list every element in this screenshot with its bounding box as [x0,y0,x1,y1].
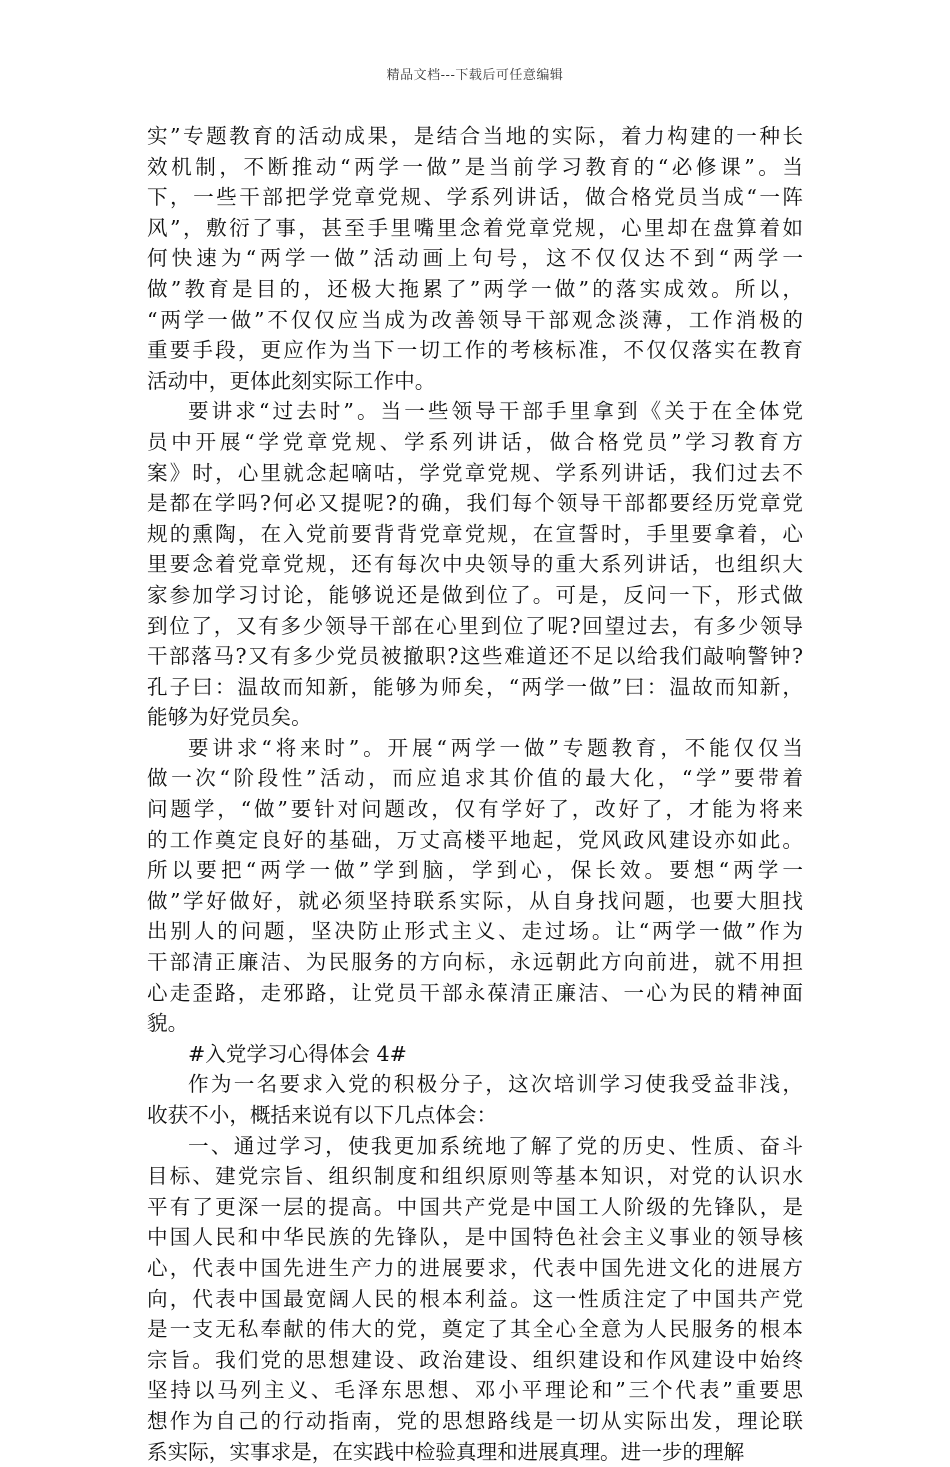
paragraph-line: 里要念着党章党规，还有每次中央领导的重大系列讲话，也组织大 [147,552,803,577]
paragraph-line: 出别人的问题，坚决防止形式主义、走过场。让“两学一做”作为 [147,919,803,944]
paragraph-line: 做一次“阶段性”活动，而应追求其价值的最大化，“学”要带着 [147,766,803,791]
paragraph-line: 做”教育是目的，还极大拖累了”两学一做”的落实成效。所以， [147,276,803,301]
paragraph-line: 心，代表中国先进生产力的进展要求，代表中国先进文化的进展方 [147,1255,803,1280]
document-body [147,121,803,1467]
paragraph-line: 家参加学习讨论，能够说还是做到位了。可是，反问一下，形式做 [147,582,803,607]
paragraph-line: 做”学好做好，就必须坚持联系实际，从自身找问题，也要大胆找 [147,888,803,913]
paragraph-line: 要讲求“将来时”。开展“两学一做”专题教育，不能仅仅当 [188,735,803,760]
paragraph-line: 何快速为“两学一做”活动画上句号，这不仅仅达不到“两学一 [147,246,803,271]
paragraph-line: 风”，敷衍了事，甚至手里嘴里念着党章党规，心里却在盘算着如 [147,215,803,240]
paragraph-line: 案》时，心里就念起嘀咕，学党章党规、学系列讲话，我们过去不 [147,460,803,485]
paragraph-line: 的工作奠定良好的基础，万丈高楼平地起，党风政风建设亦如此。 [147,827,803,852]
paragraph-line: 活动中，更体此刻实际工作中。 [147,368,436,393]
paragraph-line: 坚持以马列主义、毛泽东思想、邓小平理论和”三个代表”重要思 [147,1378,803,1403]
paragraph-line: 系实际，实事求是，在实践中检验真理和进展真理。进一步的理解 [147,1439,745,1464]
paragraph-line: 效机制，不断推动“两学一做”是当前学习教育的“必修课”。当 [147,154,803,179]
paragraph-line: 心走歪路，走邪路，让党员干部永葆清正廉洁、一心为民的精神面 [147,980,803,1005]
paragraph-line: 到位了，又有多少领导干部在心里到位了呢?回望过去，有多少领导 [147,613,803,638]
paragraph-line: 干部落马?又有多少党员被撤职?这些难道还不足以给我们敲响警钟? [147,644,803,669]
paragraph-line: “两学一做”不仅仅应当成为改善领导干部观念淡薄，工作消极的 [147,307,803,332]
paragraph-line: 员中开展“学党章党规、学系列讲话，做合格党员”学习教育方 [147,429,803,454]
paragraph-line: 孔子曰：温故而知新，能够为师矣，“两学一做”曰：温故而知新， [147,674,803,699]
paragraph-line: 想作为自己的行动指南，党的思想路线是一切从实际出发，理论联 [147,1408,803,1433]
paragraph-line: 平有了更深一层的提高。中国共产党是中国工人阶级的先锋队，是 [147,1194,803,1219]
paragraph-line: 下，一些干部把学党章党规、学系列讲话，做合格党员当成“一阵 [147,185,803,210]
paragraph-line: 干部清正廉洁、为民服务的方向标，永远朝此方向前进，就不用担 [147,950,803,975]
paragraph-line: 实”专题教育的活动成果，是结合当地的实际，着力构建的一种长 [147,124,803,148]
paragraph-line: 一、通过学习，使我更加系统地了解了党的历史、性质、奋斗 [188,1133,803,1158]
paragraph-line: #入党学习心得体会 4# [188,1041,407,1066]
paragraph-line: 是都在学吗?何必又提呢?的确，我们每个领导干部都要经历党章党 [147,491,803,516]
paragraph-line: 要讲求“过去时”。当一些领导干部手里拿到《关于在全体党 [188,399,803,424]
paragraph-line: 能够为好党员矣。 [147,705,312,730]
paragraph-line: 目标、建党宗旨、组织制度和组织原则等基本知识，对党的认识水 [147,1164,803,1189]
paragraph-line: 规的熏陶，在入党前要背背党章党规，在宣誓时，手里要拿着，心 [147,521,803,546]
paragraph-line: 作为一名要求入党的积极分子，这次培训学习使我受益非浅， [188,1072,803,1097]
paragraph-line: 问题学，“做”要针对问题改，仅有学好了，改好了，才能为将来 [147,797,803,822]
paragraph-line: 是一支无私奉献的伟大的党，奠定了其全心全意为人民服务的根本 [147,1317,803,1342]
paragraph-line: 所以要把“两学一做”学到脑，学到心，保长效。要想“两学一 [147,858,803,883]
paragraph-line: 中国人民和中华民族的先锋队，是中国特色社会主义事业的领导核 [147,1225,803,1250]
paragraph-line: 收获不小，概括来说有以下几点体会： [147,1103,498,1127]
paragraph-line: 貌。 [147,1011,189,1036]
paragraph-line: 向，代表中国最宽阔人民的根本利益。这一性质注定了中国共产党 [147,1286,803,1311]
paragraph-line: 宗旨。我们党的思想建设、政治建设、组织建设和作风建设中始终 [147,1347,803,1372]
page-header: 精品文档---下载后可任意编辑 [386,68,564,83]
paragraph-line: 重要手段，更应作为当下一切工作的考核标准，不仅仅落实在教育 [147,338,803,363]
